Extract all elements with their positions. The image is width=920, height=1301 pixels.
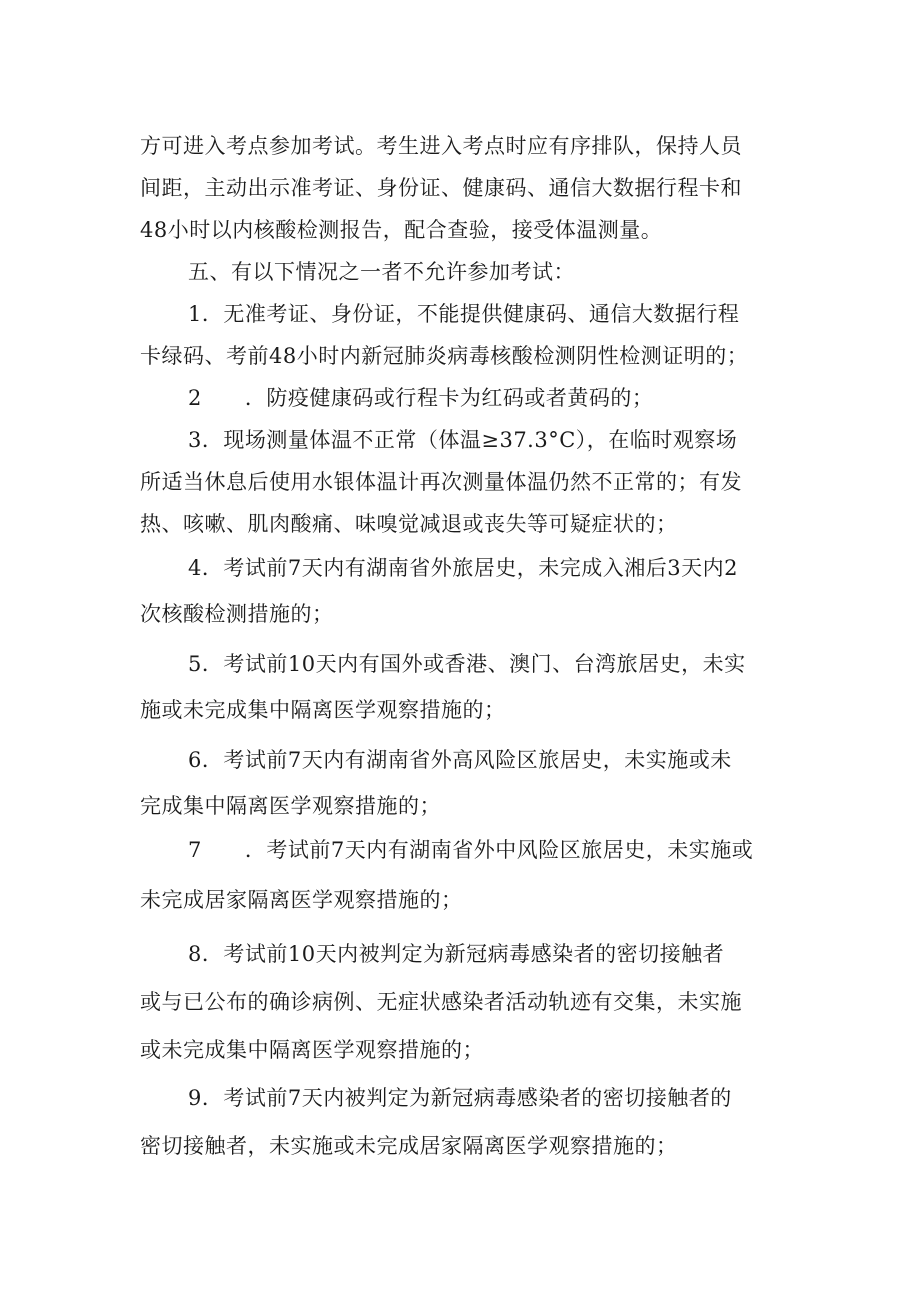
list-item-4-line-1: 4．考试前7天内有湖南省外旅居史，未完成入湘后3天内2 xyxy=(188,556,738,580)
list-item-8-line-1: 8．考试前10天内被判定为新冠病毒感染者的密切接触者 xyxy=(188,942,725,966)
text-line: 48小时以内核酸检测报告，配合查验，接受体温测量。 xyxy=(140,218,663,242)
list-item-6-line-1: 6．考试前7天内有湖南省外高风险区旅居史，未实施或未 xyxy=(188,748,732,772)
list-item-5-line-1: 5．考试前10天内有国外或香港、澳门、台湾旅居史，未实 xyxy=(188,652,746,676)
list-item-1-line-1: 1．无准考证、身份证，不能提供健康码、通信大数据行程 xyxy=(188,302,740,326)
list-item-6-line-2: 完成集中隔离医学观察措施的； xyxy=(140,794,441,818)
list-item-9-line-2: 密切接触者，未实施或未完成居家隔离医学观察措施的； xyxy=(140,1134,678,1158)
list-item-3-line-1: 3．现场测量体温不正常（体温≥37.3°C），在临时观察场 xyxy=(188,428,738,452)
list-item-4-line-2: 次核酸检测措施的； xyxy=(140,602,334,626)
text-line: 方可进入考点参加考试。考生进入考点时应有序排队，保持人员 xyxy=(140,134,742,158)
list-item-8-line-3: 或未完成集中隔离医学观察措施的； xyxy=(140,1038,484,1062)
list-item-3-line-2: 所适当休息后使用水银体温计再次测量体温仍然不正常的；有发 xyxy=(140,470,742,494)
list-item-1-line-2: 卡绿码、考前48小时内新冠肺炎病毒核酸检测阴性检测证明的； xyxy=(140,344,749,368)
list-item-3-line-3: 热、咳嗽、肌肉酸痛、味嗅觉减退或丧失等可疑症状的； xyxy=(140,512,678,536)
list-item-9-line-1: 9．考试前7天内被判定为新冠病毒感染者的密切接触者的 xyxy=(188,1086,732,1110)
text-line: 间距，主动出示准考证、身份证、健康码、通信大数据行程卡和 xyxy=(140,176,742,200)
list-item-2: 2 ．防疫健康码或行程卡为红码或者黄码的； xyxy=(188,386,654,410)
list-item-7-line-2: 未完成居家隔离医学观察措施的； xyxy=(140,888,463,912)
list-item-7-line-1: 7 ．考试前7天内有湖南省外中风险区旅居史，未实施或 xyxy=(188,838,754,862)
section-heading: 五、有以下情况之一者不允许参加考试： xyxy=(188,260,575,284)
list-item-5-line-2: 施或未完成集中隔离医学观察措施的； xyxy=(140,698,506,722)
list-item-8-line-2: 或与已公布的确诊病例、无症状感染者活动轨迹有交集，未实施 xyxy=(140,990,742,1014)
